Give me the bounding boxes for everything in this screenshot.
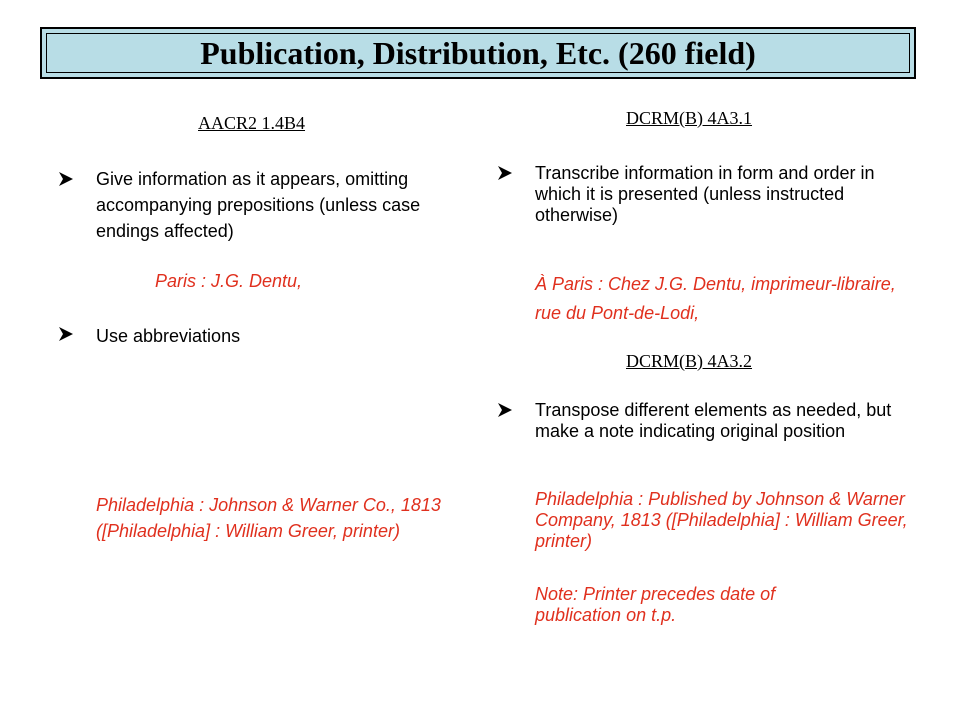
bullet-text: Use abbreviations: [96, 326, 241, 346]
right-rule-reference-4a3-1: DCRM(B) 4A3.1: [626, 108, 753, 128]
left-example-paris: Paris : J.G. Dentu,: [155, 271, 303, 291]
right-bullet-transpose: [497, 400, 917, 442]
arrowhead-bullet-icon: [497, 402, 513, 418]
arrowhead-bullet-icon: [58, 171, 74, 187]
left-bullet-give-information: [58, 166, 478, 244]
right-example-paris: À Paris : Chez J.G. Dentu, imprimeur-libraire, rue du Pont-de-Lodi,: [535, 274, 896, 323]
bullet-text: Give information as it appears, omitting accompanying prepositions (unless case endings affected): [96, 169, 421, 241]
right-rule-reference-4a3-2: DCRM(B) 4A3.2: [626, 351, 753, 371]
bullet-text: Transcribe information in form and order in which it is presented (unless instructed otherwise): [535, 163, 875, 225]
left-bullet-abbreviations: [58, 324, 478, 348]
right-example-philadelphia: Philadelphia : Published by Johnson & Warner Company, 1813 ([Philadelphia] : William Greer, printer): [535, 489, 908, 551]
bullet-text: Transpose different elements as needed, but make a note indicating original position: [535, 400, 892, 441]
left-rule-reference: AACR2 1.4B4: [198, 113, 306, 133]
right-bullet-transcribe: [497, 163, 917, 226]
arrowhead-bullet-icon: [58, 326, 74, 342]
arrowhead-bullet-icon: [497, 165, 513, 181]
slide-title: Publication, Distribution, Etc. (260 field): [200, 34, 756, 71]
left-example-philadelphia: Philadelphia : Johnson & Warner Co., 1813 ([Philadelphia] : William Greer, printer): [96, 495, 441, 541]
right-note: Note: Printer precedes date of publication on t.p.: [535, 584, 776, 625]
slide-title-box: [40, 27, 916, 79]
